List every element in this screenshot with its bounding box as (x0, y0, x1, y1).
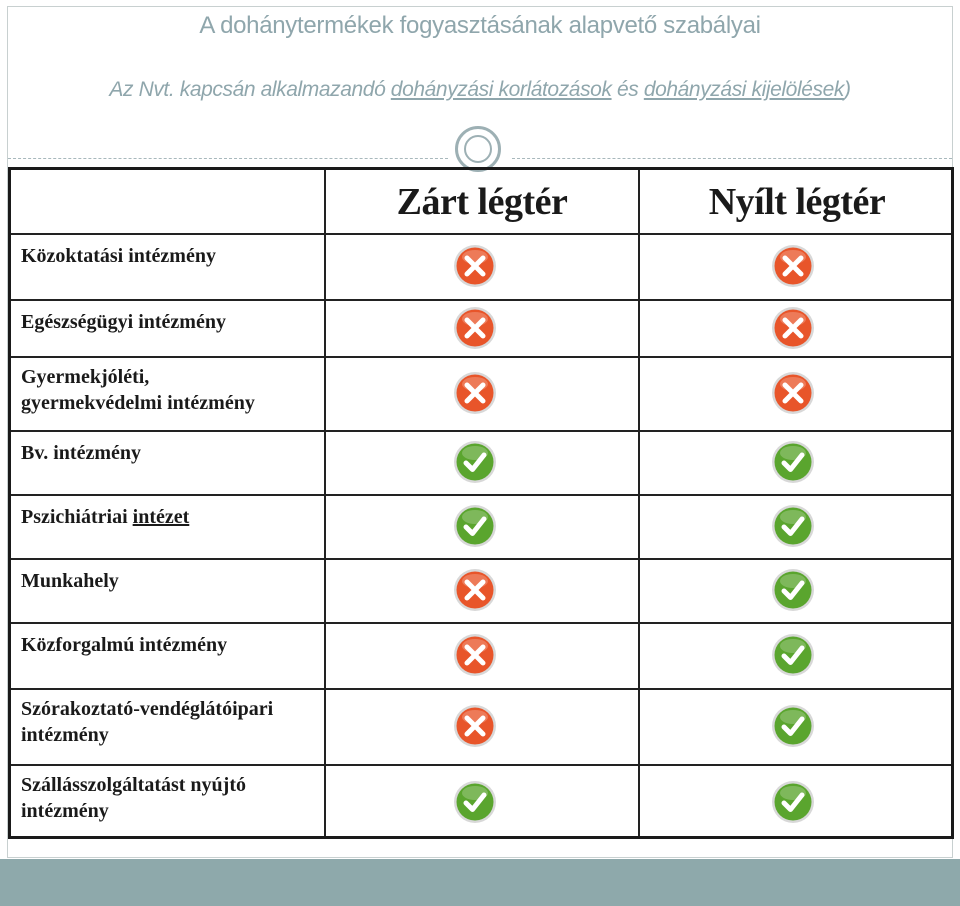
header-divider-left (8, 158, 448, 159)
not-allowed-x-icon (771, 244, 815, 288)
row-label (21, 440, 141, 466)
row-label (21, 309, 226, 335)
row-divider (11, 688, 951, 690)
not-allowed-x-icon (771, 371, 815, 415)
subtitle-suffix: ) (843, 78, 851, 101)
column-header-open-space: Nyílt légtér (708, 181, 886, 223)
row-label-line: Pszichiátriai intézet (21, 506, 190, 528)
row-label (21, 696, 273, 748)
header-divider-right (512, 158, 952, 159)
not-allowed-x-icon (453, 244, 497, 288)
subtitle-prefix: Az Nvt. kapcsán alkalmazandó (109, 78, 391, 101)
allowed-check-icon (453, 504, 497, 548)
allowed-check-icon (453, 780, 497, 824)
page-subtitle (0, 78, 960, 102)
row-label-line: Közforgalmú intézmény (21, 634, 228, 656)
page-title: A dohánytermékek fogyasztásának alapvető szabályai (199, 12, 761, 39)
allowed-check-icon (771, 504, 815, 548)
row-divider (11, 299, 951, 301)
allowed-check-icon (771, 780, 815, 824)
row-divider (11, 622, 951, 624)
row-label-line: Bv. intézmény (21, 442, 141, 464)
column-divider (324, 170, 326, 836)
row-label-line: intézmény (21, 800, 109, 822)
row-label-line: Szórakoztató-vendéglátóipari (21, 698, 274, 720)
not-allowed-x-icon (453, 633, 497, 677)
allowed-check-icon (771, 633, 815, 677)
row-label-line: Szállásszolgáltatást nyújtó (21, 774, 246, 796)
subtitle-link-korlatozasok[interactable]: dohányzási korlátozások (390, 78, 612, 101)
subtitle-link-kijelolesek[interactable]: dohányzási kijelölések (643, 78, 844, 101)
subtitle-mid: és (611, 78, 644, 101)
decorative-ring-icon (455, 126, 501, 172)
row-label (21, 504, 189, 530)
row-label (21, 772, 246, 824)
column-divider (638, 170, 640, 836)
row-label (21, 364, 255, 416)
row-divider (11, 233, 951, 235)
allowed-check-icon (771, 568, 815, 612)
allowed-check-icon (771, 704, 815, 748)
row-divider (11, 558, 951, 560)
column-header-closed-space: Zárt légtér (396, 181, 568, 223)
not-allowed-x-icon (453, 568, 497, 612)
not-allowed-x-icon (771, 306, 815, 350)
row-label-line: Egészségügyi intézmény (21, 311, 226, 333)
row-divider (11, 430, 951, 432)
row-label-line: intézmény (21, 724, 109, 746)
row-label-line: Közoktatási intézmény (21, 245, 216, 267)
row-label-line: gyermekvédelmi intézmény (21, 392, 255, 414)
not-allowed-x-icon (453, 371, 497, 415)
row-divider (11, 764, 951, 766)
row-divider (11, 494, 951, 496)
row-label (21, 632, 227, 658)
row-label-line: Gyermekjóléti, (21, 366, 150, 388)
allowed-check-icon (771, 440, 815, 484)
not-allowed-x-icon (453, 306, 497, 350)
row-label (21, 568, 119, 594)
row-label (21, 243, 216, 269)
allowed-check-icon (453, 440, 497, 484)
row-divider (11, 356, 951, 358)
not-allowed-x-icon (453, 704, 497, 748)
footer-bar (0, 859, 960, 906)
row-label-line: Munkahely (21, 570, 119, 592)
smoking-rules-table (8, 167, 954, 839)
